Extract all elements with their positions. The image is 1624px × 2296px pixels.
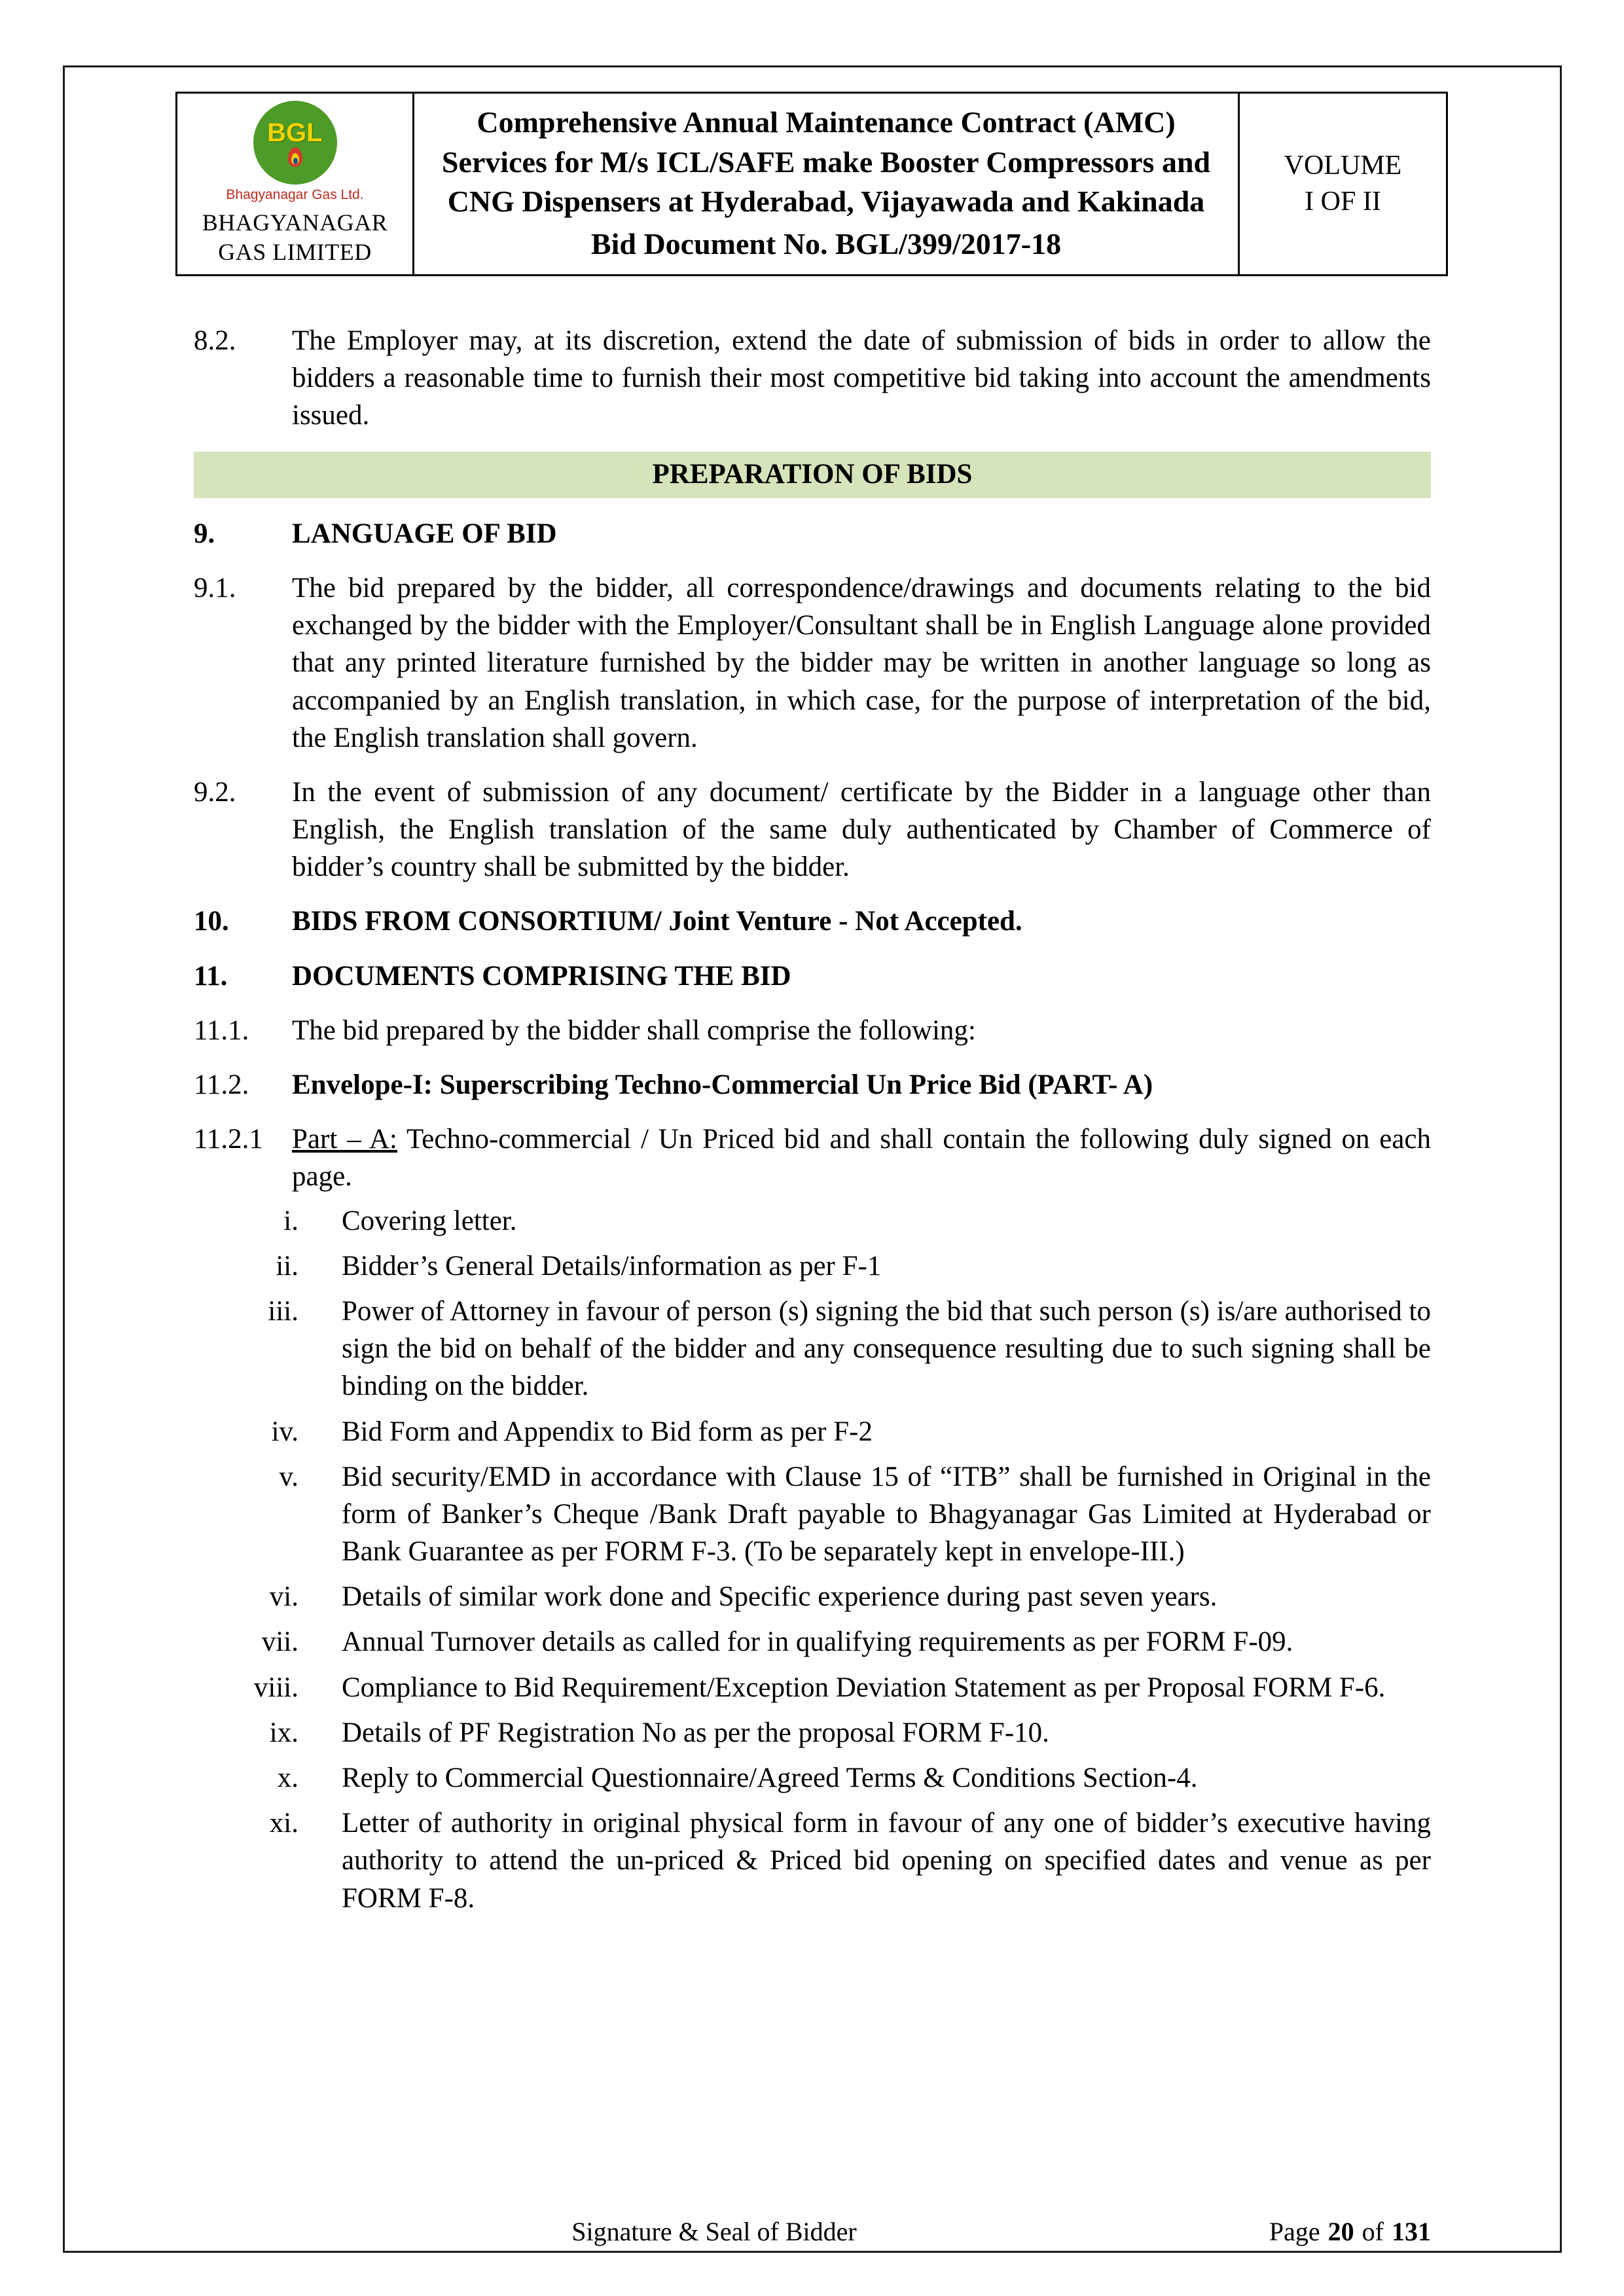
list-item-text: Bidder’s General Details/information as per F-1 (342, 1250, 882, 1282)
clause-text: In the event of submission of any document/ certificate by the Bidder in a language other than English, the English translation of the same duly authenticated by Chamber of Commerce of bidder’s country shall be submitted by the bidder. (292, 776, 1431, 883)
clause-number: 11.1. (194, 1014, 249, 1046)
heading-number: 11. (194, 960, 228, 992)
organization-name (202, 208, 388, 267)
section-banner: PREPARATION OF BIDS (194, 452, 1431, 498)
clause-text: Envelope-I: Superscribing Techno-Commercial Un Price Bid (PART- A) (292, 1069, 1153, 1100)
organization-name-line2: GAS LIMITED (218, 238, 372, 265)
header-table (175, 92, 1448, 276)
list-item (194, 1578, 1431, 1615)
list-item-numeral: x. (277, 1763, 298, 1793)
bid-document-number: Bid Document No. BGL/399/2017-18 (590, 227, 1062, 261)
document-title: Comprehensive Annual Maintenance Contract (AMC) Services for M/s ICL/SAFE make Booster Compressors and CNG Dispensers at Hyderabad, Vijayawada and Kakinada (441, 105, 1211, 219)
list-item-text: Details of PF Registration No as per the proposal FORM F-10. (342, 1717, 1049, 1748)
list-item (194, 1202, 1431, 1240)
title-cell (414, 93, 1239, 276)
clause-11-2-1 (194, 1121, 1431, 1195)
list-item-text: Power of Attorney in favour of person (s) signing the bid that such person (s) is/are authorised to sign the bid on behalf of the bidder and any consequence resulting due to such signing shall be binding on the bidder. (342, 1295, 1431, 1402)
list-item (194, 1714, 1431, 1751)
flame-icon (285, 147, 305, 171)
list-item-text: Letter of authority in original physical form in favour of any one of bidder’s executive having authority to attend the un-priced & Priced bid opening on specified dates and venue as per FORM F-8. (342, 1808, 1431, 1914)
clause-text: The bid prepared by the bidder, all correspondence/drawings and documents relating to the bid exchanged by the bidder with the Employer/Consultant shall be in English Language alone provided that any printed literature furnished by the bidder may be written in another language so long as accompanied by an English translation, in which case, for the purpose of interpretation of the bid, the English translation shall govern. (292, 572, 1431, 753)
list-item-numeral: vii. (261, 1626, 298, 1658)
volume-line2: I OF II (1305, 186, 1381, 217)
signature-seal-label: Signature & Seal of Bidder (571, 2217, 857, 2246)
clause-11-1 (194, 1012, 1431, 1049)
list-item (194, 1413, 1431, 1450)
clause-9-2 (194, 774, 1431, 886)
list-item-text: Bid security/EMD in accordance with Clause 15 of “ITB” shall be furnished in Original in the form of Banker’s Cheque /Bank Draft payable to Bhagyanagar Gas Limited at Hyderabad or Bank Guarantee as per FORM F-3. (To be separately kept in envelope-III.) (342, 1461, 1431, 1568)
list-item-numeral: viii. (253, 1672, 298, 1703)
clause-text: The Employer may, at its discretion, extend the date of submission of bids in order to allow the bidders a reasonable time to furnish their most competitive bid taking into account the amendments issued. (292, 325, 1431, 431)
list-item-numeral: iii. (268, 1295, 298, 1327)
organization-name-line1: BHAGYANAGAR (202, 209, 388, 236)
list-item (194, 1804, 1431, 1917)
page-current: 20 (1327, 2217, 1354, 2246)
heading-9 (194, 515, 1431, 552)
list-item-text: Details of similar work done and Specific experience during past seven years. (342, 1581, 1218, 1613)
clause-9-1 (194, 569, 1431, 757)
list-item-numeral: xi. (269, 1808, 298, 1839)
list-item-text: Annual Turnover details as called for in qualifying requirements as per FORM F-09. (342, 1626, 1293, 1658)
list-item (194, 1247, 1431, 1285)
clause-number: 11.2.1 (194, 1124, 263, 1155)
clause-number: 8.2. (194, 325, 236, 356)
list-item-text: Reply to Commercial Questionnaire/Agreed Terms & Conditions Section-4. (342, 1763, 1198, 1793)
document-body (194, 322, 1431, 1925)
list-item-numeral: v. (279, 1461, 298, 1492)
logo-short-text: BGL (267, 118, 323, 147)
part-a-document-list (194, 1202, 1431, 1917)
page-total: 131 (1392, 2217, 1431, 2246)
list-item (194, 1759, 1431, 1797)
logo-subtitle: Bhagyanagar Gas Ltd. (226, 187, 364, 202)
list-item-numeral: ii. (276, 1250, 298, 1282)
list-item-numeral: iv. (271, 1416, 298, 1447)
clause-number: 9.1. (194, 572, 236, 603)
list-item (194, 1669, 1431, 1706)
heading-number: 9. (194, 518, 215, 549)
list-item (194, 1458, 1431, 1571)
list-item-text: Covering letter. (342, 1205, 517, 1236)
page-footer (194, 2216, 1431, 2250)
list-item-text: Compliance to Bid Requirement/Exception Deviation Statement as per Proposal FORM F-6. (342, 1672, 1386, 1703)
list-item-numeral: vi. (269, 1581, 298, 1613)
list-item (194, 1293, 1431, 1405)
list-item-numeral: i. (283, 1205, 298, 1236)
clause-text (292, 1121, 1431, 1195)
of-word: of (1362, 2217, 1384, 2246)
page-number (1269, 2216, 1431, 2247)
volume-cell (1239, 93, 1447, 276)
clause-lead: Part – A: (292, 1124, 397, 1155)
logo-cell (177, 93, 414, 276)
heading-text: BIDS FROM CONSORTIUM/ Joint Venture - Not Accepted. (292, 906, 1022, 937)
heading-text: DOCUMENTS COMPRISING THE BID (292, 960, 791, 992)
bgl-logo (184, 101, 406, 267)
list-item-text: Bid Form and Appendix to Bid form as per F-2 (342, 1416, 873, 1447)
heading-10 (194, 903, 1431, 940)
clause-text: The bid prepared by the bidder shall comprise the following: (292, 1014, 976, 1046)
heading-11 (194, 958, 1431, 995)
heading-number: 10. (194, 906, 229, 937)
volume-line1: VOLUME (1284, 151, 1402, 181)
gear-icon (253, 101, 337, 185)
clause-body: Techno-commercial / Un Priced bid and shall contain the following duly signed on each page. (292, 1124, 1431, 1193)
clause-number: 11.2. (194, 1069, 249, 1100)
heading-text: LANGUAGE OF BID (292, 518, 557, 549)
clause-8-2 (194, 322, 1431, 435)
clause-11-2 (194, 1066, 1431, 1103)
list-item (194, 1623, 1431, 1660)
clause-number: 9.2. (194, 776, 236, 808)
page-word: Page (1269, 2217, 1320, 2246)
list-item-numeral: ix. (269, 1717, 298, 1748)
